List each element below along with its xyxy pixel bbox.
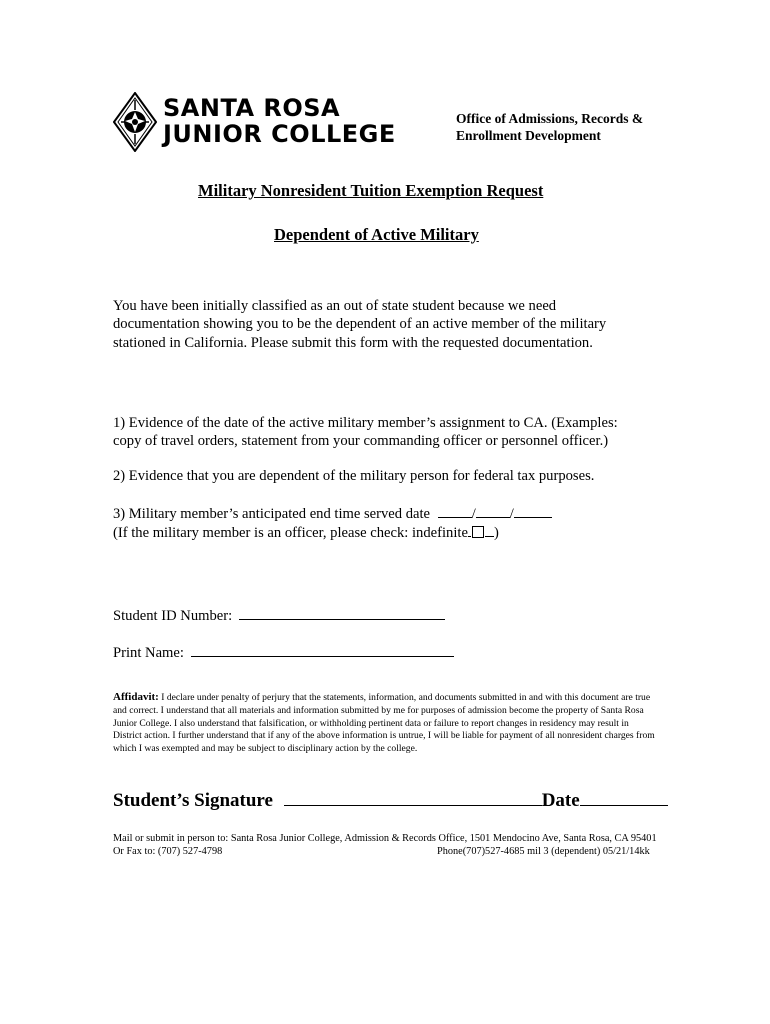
footer-mail-address: Mail or submit in person to: Santa Rosa Junior College, Admission & Records Office, 1501 Mendocino Ave, Santa Rosa, CA 95401 (113, 833, 657, 844)
end-date-label: 3) Military member’s anticipated end time served date (113, 506, 431, 522)
date-separator: / (471, 506, 476, 522)
signature-date-field[interactable] (580, 789, 668, 806)
officer-indefinite-row (113, 523, 552, 542)
signature-field[interactable] (284, 789, 542, 806)
college-name-line-1: SANTA ROSA (163, 94, 341, 122)
footer-phone-code: Phone(707)527-4685 mil 3 (dependent) 05/21/14kk (437, 846, 650, 857)
intro-line: You have been initially classified as an out of state student because we need (113, 298, 557, 314)
office-name-line-2: Enrollment Development (456, 128, 601, 143)
affidavit-label: Affidavit: (113, 691, 159, 703)
intro-line: stationed in California. Please submit this form with the requested documentation. (113, 334, 593, 351)
requirement-item-1-line-2: copy of travel orders, statement from your commanding officer or personnel officer.) (113, 433, 609, 450)
indefinite-underline (485, 523, 494, 537)
student-id-label: Student ID Number: (113, 608, 233, 624)
college-seal-icon (113, 92, 157, 152)
requirement-item-1-line-1: 1) Evidence of the date of the active military member’s assignment to CA. (Examples: (113, 415, 618, 431)
student-id-field[interactable] (239, 606, 445, 620)
footer-fax: Or Fax to: (707) 527-4798 (113, 846, 223, 857)
date-label: Date (541, 790, 580, 811)
signature-row (113, 789, 668, 812)
print-name-label: Print Name: (113, 645, 184, 661)
officer-indefinite-label: (If the military member is an officer, please check: indefinite (113, 525, 468, 542)
date-separator: / (509, 506, 514, 522)
signature-label: Student’s Signature (113, 790, 273, 811)
print-name-field[interactable] (191, 643, 454, 657)
requirement-item-1 (113, 414, 618, 451)
end-date-day-field[interactable] (476, 504, 510, 518)
form-title: Military Nonresident Tuition Exemption Request (198, 181, 544, 200)
end-date-month-field[interactable] (438, 504, 472, 518)
officer-indefinite-close: ) (493, 525, 499, 542)
print-name-row (113, 643, 454, 662)
intro-line: documentation showing you to be the dependent of an active member of the military (113, 316, 607, 333)
college-name-line-2: JUNIOR COLLEGE (163, 120, 396, 148)
requirement-item-2: 2) Evidence that you are dependent of the military person for federal tax purposes. (113, 468, 595, 484)
end-date-year-field[interactable] (514, 504, 552, 518)
affidavit-paragraph (113, 691, 658, 756)
student-id-row (113, 606, 445, 625)
affidavit-text: I declare under penalty of perjury that the statements, information, and documents submitted in and with this document are true and correct. I understand that all materials and information submitted by me for purposes of admission become the property of Santa Rosa Junior College. I also understand that falsification, or withholding pertinent data or failure to report changes in residency may result in District action. I further understand that if any of the above information is untrue, I will be liable for payment of all nonresident charges from which I was exempted and may be subject to disciplinary action by the college. (113, 692, 655, 755)
requirement-item-3 (113, 504, 552, 543)
office-name-line-1: Office of Admissions, Records & (456, 111, 644, 126)
form-subtitle: Dependent of Active Military (274, 225, 479, 244)
end-date-row (113, 504, 552, 523)
indefinite-underline (468, 523, 471, 537)
intro-paragraph (113, 297, 606, 352)
indefinite-checkbox[interactable] (472, 526, 484, 538)
